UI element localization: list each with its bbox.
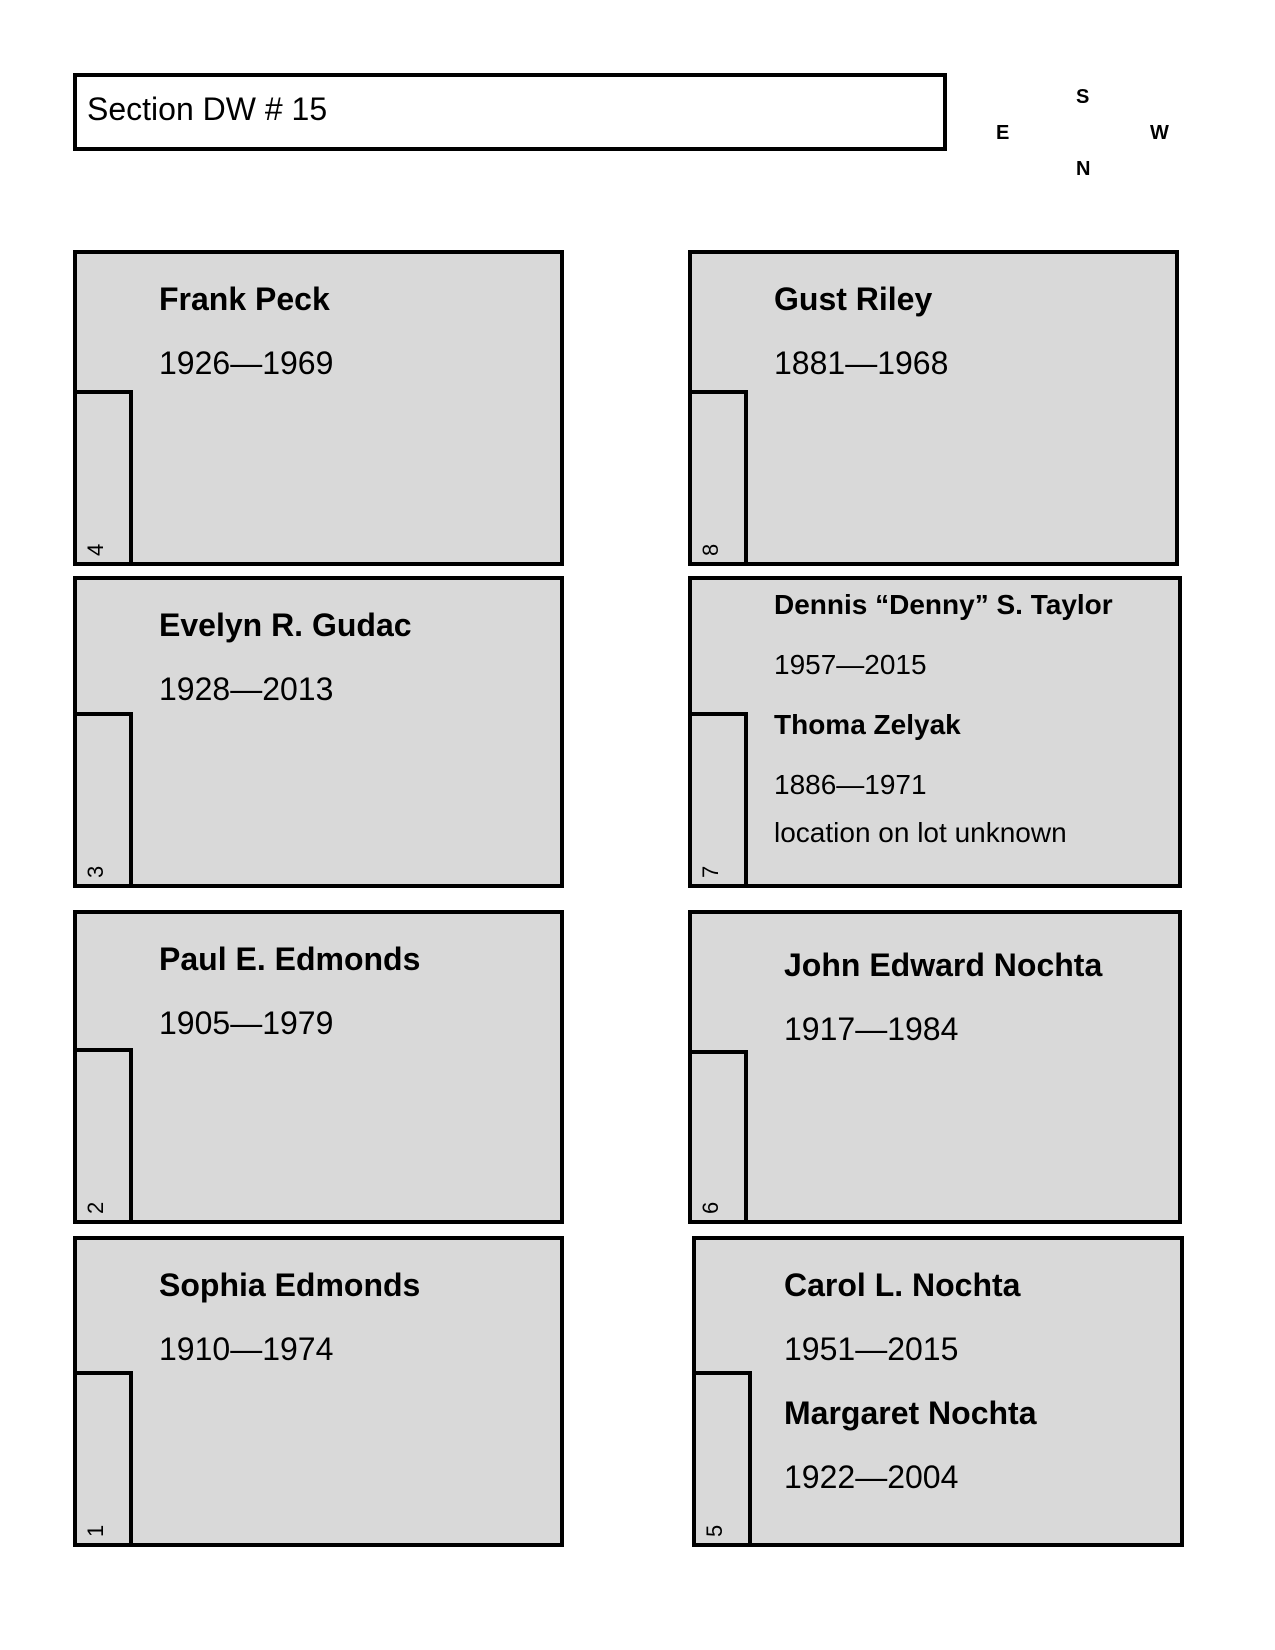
compass-east: E <box>996 122 1010 144</box>
plot-1 <box>73 1236 564 1547</box>
interred-years: 1928—2013 <box>159 671 334 707</box>
plot-number: 6 <box>698 1201 723 1214</box>
plot-marker <box>692 712 748 884</box>
plot-number: 2 <box>83 1201 108 1214</box>
plot-entries <box>774 588 1168 878</box>
plot-8 <box>688 250 1179 566</box>
interred-years: 1917—1984 <box>784 1011 959 1047</box>
plot-entries <box>159 280 550 382</box>
plot-entries <box>159 1266 550 1368</box>
plot-3 <box>73 576 564 888</box>
plot-number: 1 <box>83 1524 108 1537</box>
plot-marker <box>696 1371 752 1543</box>
interred-name: Carol L. Nochta <box>784 1267 1021 1303</box>
interred-years: 1957—2015 <box>774 649 927 680</box>
plot-number: 4 <box>83 543 108 556</box>
interred-name: Paul E. Edmonds <box>159 941 421 977</box>
plot-marker <box>77 390 133 562</box>
plot-marker <box>77 1371 133 1543</box>
plot-entries <box>784 946 1168 1048</box>
plot-2 <box>73 910 564 1224</box>
plot-number: 8 <box>698 543 723 556</box>
plot-4 <box>73 250 564 566</box>
plot-5 <box>692 1236 1184 1547</box>
interred-name: Evelyn R. Gudac <box>159 607 412 643</box>
interred-years: 1922—2004 <box>784 1459 959 1495</box>
plot-entries <box>159 940 550 1042</box>
plot-marker <box>692 1050 748 1220</box>
interred-years: 1926—1969 <box>159 345 334 381</box>
interred-years: 1886—1971 <box>774 769 927 800</box>
interred-years: 1951—2015 <box>784 1331 959 1367</box>
interred-name: Dennis “Denny” S. Taylor <box>774 589 1113 620</box>
interred-name: John Edward Nochta <box>784 947 1103 983</box>
interred-years: 1905—1979 <box>159 1005 334 1041</box>
plot-number: 5 <box>702 1524 727 1537</box>
plot-6 <box>688 910 1182 1224</box>
plot-marker <box>77 712 133 884</box>
plot-marker <box>77 1048 133 1220</box>
compass-north: N <box>1076 158 1091 180</box>
plot-note: location on lot unknown <box>774 817 1067 848</box>
interred-name: Sophia Edmonds <box>159 1267 421 1303</box>
plot-entries <box>774 280 1165 382</box>
compass-south: S <box>1076 86 1090 108</box>
interred-years: 1910—1974 <box>159 1331 334 1367</box>
interred-name: Gust Riley <box>774 281 933 317</box>
section-title-box <box>73 73 947 151</box>
interred-name: Margaret Nochta <box>784 1395 1037 1431</box>
plot-number: 3 <box>83 865 108 878</box>
interred-name: Thoma Zelyak <box>774 709 961 740</box>
plot-entries <box>159 606 550 708</box>
plot-7 <box>688 576 1182 888</box>
interred-name: Frank Peck <box>159 281 330 317</box>
interred-years: 1881—1968 <box>774 345 949 381</box>
section-title: Section DW # 15 <box>87 91 328 127</box>
plot-entries <box>784 1266 1170 1496</box>
plot-marker <box>692 390 748 562</box>
plot-number: 7 <box>698 865 723 878</box>
compass-west: W <box>1150 122 1169 144</box>
